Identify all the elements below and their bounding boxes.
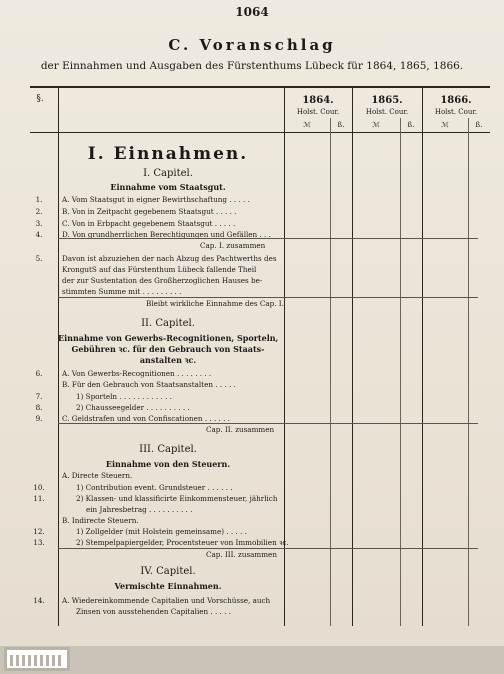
row-text: 2) Stempelpapiergelder, Procentsteuer von Immobilien ꝛc. [76, 538, 289, 547]
row-number: 7. [35, 392, 43, 401]
row-text: B. Von in Zeitpacht gegebenem Staatsgut . . . . . [62, 207, 237, 216]
row-number: 11. [33, 494, 45, 503]
subtotal-rule [58, 297, 478, 298]
year-header: 1864. [302, 95, 334, 106]
row-text: A. Vom Staatsgut in eigner Bewirthschaftung . . . . . [62, 195, 250, 204]
unit-shilling: ß. [475, 121, 483, 129]
row-text: C. Von in Erbpacht gegebenem Staatsgut . . . . . [62, 219, 236, 228]
row-number: 4. [35, 230, 43, 239]
row-text: A. Directe Steuern. [62, 471, 133, 480]
year-header: 1866. [440, 95, 472, 106]
col-rule [352, 86, 353, 626]
row-text: Zinsen von ausstehenden Capitalien . . . . . [76, 607, 231, 616]
row-number: 8. [35, 403, 43, 412]
chapter-total-label: Cap. III. zusammen [206, 550, 277, 559]
chapter-title: III. Capitel. [139, 444, 197, 455]
row-text: 1) Zollgelder (mit Holstein gemeinsame) . . . . . [76, 527, 247, 536]
row-text: 2) Chausseegelder . . . . . . . . . . [76, 403, 190, 412]
subtotal-rule [58, 548, 478, 549]
year-header: 1865. [371, 95, 403, 106]
unit-mark: ℳ [303, 121, 311, 129]
row-text: 2) Klassen- und klassificirte Einkommensteuer, jährlich [76, 494, 278, 503]
currency-label: Holst. Cour. [365, 108, 409, 116]
chapter-total-label: Cap. II. zusammen [206, 425, 275, 434]
paragraph-column-header: §. [36, 94, 44, 104]
subtotal-rule [58, 423, 478, 424]
row-text: KrongutS auf das Fürstenthum Lübeck fallende Theil [62, 265, 257, 274]
chapter-title: I. Capitel. [143, 168, 193, 179]
unit-shilling: ß. [337, 121, 345, 129]
col-rule [422, 86, 423, 626]
row-number: 3. [35, 219, 43, 228]
row-text: Davon ist abzuziehen der nach Abzug des Pachtwerths des [62, 254, 277, 263]
row-text: B. Für den Gebrauch von Staatsanstalten . . . . . [62, 380, 236, 389]
chapter-title: IV. Capitel. [140, 566, 196, 577]
unit-mark: ℳ [441, 121, 449, 129]
table-top-rule [30, 86, 490, 88]
currency-label: Holst. Cour. [296, 108, 340, 116]
chapter-net-label: Bleibt wirkliche Einnahme des Cap. I. [146, 299, 284, 308]
section-title: I. Einnahmen. [87, 144, 249, 164]
row-text: der zur Sustentation des Großherzoglichen Hauses be- [62, 276, 263, 285]
row-text: stimmten Summe mit . . . . . . . . . [62, 287, 182, 296]
library-building-icon [4, 647, 70, 671]
row-number: 6. [35, 369, 43, 378]
col-rule [330, 118, 331, 626]
chapter-title: II. Capitel. [141, 318, 195, 329]
unit-mark: ℳ [372, 121, 380, 129]
row-number: 2. [35, 207, 43, 216]
col-rule [400, 118, 401, 626]
chapter-heading: Einnahme vom Staatsgut. [110, 182, 226, 192]
chapter-total-label: Cap. I. zusammen [200, 241, 266, 250]
row-number: 1. [35, 195, 43, 204]
row-number: 10. [33, 483, 45, 492]
subtotal-rule [58, 238, 478, 239]
row-text: C. Geldstrafen und von Confiscationen . . . . . . [62, 414, 230, 423]
row-text: 1) Sporteln . . . . . . . . . . . . [76, 392, 172, 401]
row-text: B. Indirecte Steuern. [62, 516, 139, 525]
chapter-heading: Einnahme von Gewerbs-Recognitionen, Sporteln, [58, 333, 279, 343]
scan-footer-bar [0, 646, 504, 674]
document-title: C. Voranschlag [168, 36, 336, 54]
row-text: A. Von Gewerbs-Recognitionen . . . . . . . . [62, 369, 212, 378]
row-number: 9. [35, 414, 43, 423]
header-bottom-rule [30, 132, 490, 133]
chapter-heading: Vermischte Einnahmen. [114, 581, 222, 591]
row-number: 12. [33, 527, 45, 536]
row-text: D. Von grundherrlichen Berechtigungen und Gefällen . . . [62, 230, 271, 239]
col-rule [468, 118, 469, 626]
row-text: ein Jahresbetrag . . . . . . . . . . [86, 505, 193, 514]
row-text: 1) Contribution event. Grundsteuer . . . . . . [76, 483, 233, 492]
currency-label: Holst. Cour. [434, 108, 478, 116]
page-number: 1064 [235, 5, 269, 19]
chapter-heading: Gebühren ꝛc. für den Gebrauch von Staats- [71, 344, 265, 354]
row-number: 13. [33, 538, 45, 547]
row-number: 14. [33, 596, 45, 605]
row-text: A. Wiedereinkommende Capitalien und Vorschüsse, auch [62, 596, 271, 605]
chapter-heading: Einnahme von den Steuern. [105, 459, 231, 469]
document-subtitle: der Einnahmen und Ausgaben des Fürstenthums Lübeck für 1864, 1865, 1866. [40, 60, 464, 72]
row-number: 5. [35, 254, 43, 263]
unit-shilling: ß. [407, 121, 415, 129]
chapter-heading: anstalten ꝛc. [139, 355, 197, 365]
